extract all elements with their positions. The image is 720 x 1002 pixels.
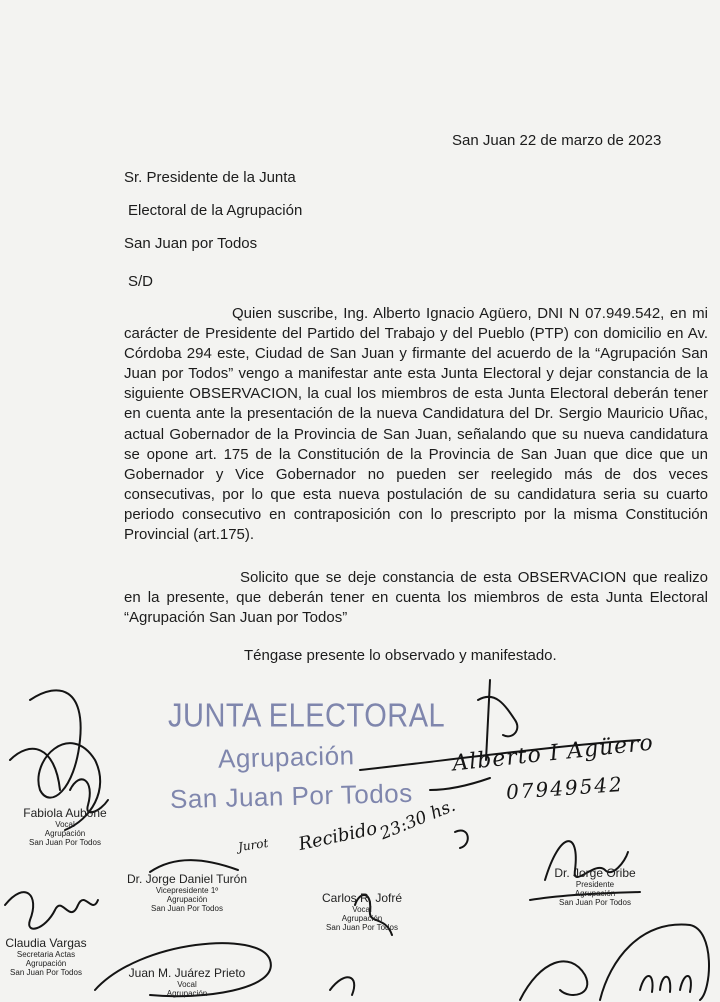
signatory-org: San Juan Por Todos	[559, 898, 631, 907]
signatory-name: Dr. Jorge Daniel Turón	[126, 872, 248, 886]
signatory-oribe	[530, 866, 660, 907]
signatory-org: Agrupación	[166, 989, 208, 998]
closing-line: Téngase presente lo observado y manifestado.	[244, 647, 557, 664]
signature-stroke	[455, 831, 468, 848]
signatory-role: Presidente	[575, 880, 615, 889]
signatory-role: Vocal	[352, 905, 372, 914]
signatory-role: Vocal	[55, 820, 75, 829]
signatory-org: Agrupación	[574, 889, 616, 898]
signatory-org: Agrupación	[44, 829, 86, 838]
signature-stroke	[478, 697, 517, 737]
letter-date: San Juan 22 de marzo de 2023	[452, 132, 662, 149]
handwritten-received: Recibido	[296, 817, 379, 856]
signature-stroke	[5, 892, 98, 929]
signatory-role: Vicepresidente 1º	[155, 886, 219, 895]
handwritten-dni: 07949542	[505, 771, 625, 805]
handwritten-name: Alberto I Agüero	[451, 730, 655, 777]
signatory-org: San Juan Por Todos	[326, 923, 398, 932]
signatory-name: Fabiola Aubone	[23, 806, 107, 820]
body-paragraph-2: Solicito que se deje constancia de esta OBSERVACION que realizo en la presente, que deberán tener en cuenta los miembros de esta Junta Electoral “Agrupación San Juan por Todos”	[124, 569, 708, 627]
signatory-org: Agrupación	[341, 914, 383, 923]
stamp-line-2: Agrupación	[217, 740, 355, 774]
signature-stroke	[640, 976, 691, 992]
signatory-role: Secretaria Actas	[16, 950, 76, 959]
signatory-name: Claudia Vargas	[5, 936, 87, 950]
recipient-line-4: S/D	[128, 273, 154, 290]
signatory-role: Vocal	[177, 980, 197, 989]
signatory-org: Agrupación	[166, 895, 208, 904]
signature-stroke	[600, 925, 709, 1000]
signature-stroke	[150, 860, 238, 872]
signature-stroke	[520, 961, 587, 1000]
recipient-line-1: Sr. Presidente de la Junta	[124, 169, 296, 186]
signatory-aubone	[10, 806, 120, 847]
signatory-org: Agrupación	[25, 959, 67, 968]
signatory-org: San Juan Por Todos	[151, 904, 223, 913]
recipient-line-3: San Juan por Todos	[124, 235, 258, 252]
signatory-name: Carlos R. Jofré	[321, 891, 403, 905]
signatory-org: San Juan Por Todos	[10, 968, 82, 977]
signatory-jofre	[312, 891, 412, 932]
signatory-vargas	[0, 936, 92, 977]
signature-stroke	[10, 749, 60, 790]
signatory-name: Juan M. Juárez Prieto	[128, 966, 246, 980]
handwritten-time: 23:30 hs.	[377, 795, 459, 845]
signatory-name: Dr. Jorge Oribe	[554, 866, 636, 880]
signature-stroke	[330, 977, 354, 995]
stamp-line-3: San Juan Por Todos	[169, 777, 414, 815]
body-paragraph-1: Quien suscribe, Ing. Alberto Ignacio Agüero, DNI N 07.949.542, en mi carácter de Presidente del Partido del Trabajo y del Pueblo (PTP) con domicilio en Av. Córdoba 294 este, Ciudad de San Juan y firmante del acuerdo de la “Agrupación San Juan por Todos” vengo a manifestar ante esta Junta Electoral y dejar constancia de la siguiente OBSERVACION, la cual los miembros de esta Junta Electoral deberán tener en cuenta ante la presentación de la nueva Candidatura del Dr. Sergio Mauricio Uñac, actual Gobernador de la Provincia de San Juan, señalando que su nueva candidatura se opone art. 175 de la Constitución de la Provincia de San Juan que dice que un Gobernador y Vice Gobernador no pueden ser reelegido más de dos veces consecutivas, por lo que esta nueva postulación de su candidatura seria su cuarto periodo consecutivo en contraposición con lo prescripto por la misma Constitución Provincial (art.175).	[124, 305, 708, 544]
handwritten-initials: Jurot	[237, 835, 270, 855]
stamp-line-1: JUNTA ELECTORAL	[168, 697, 446, 735]
recipient-line-2: Electoral de la Agrupación	[128, 202, 303, 219]
signatory-turon	[112, 872, 262, 913]
signatory-juarez-prieto	[112, 966, 262, 998]
signature-stroke	[430, 778, 490, 790]
signatory-org: San Juan Por Todos	[29, 838, 101, 847]
